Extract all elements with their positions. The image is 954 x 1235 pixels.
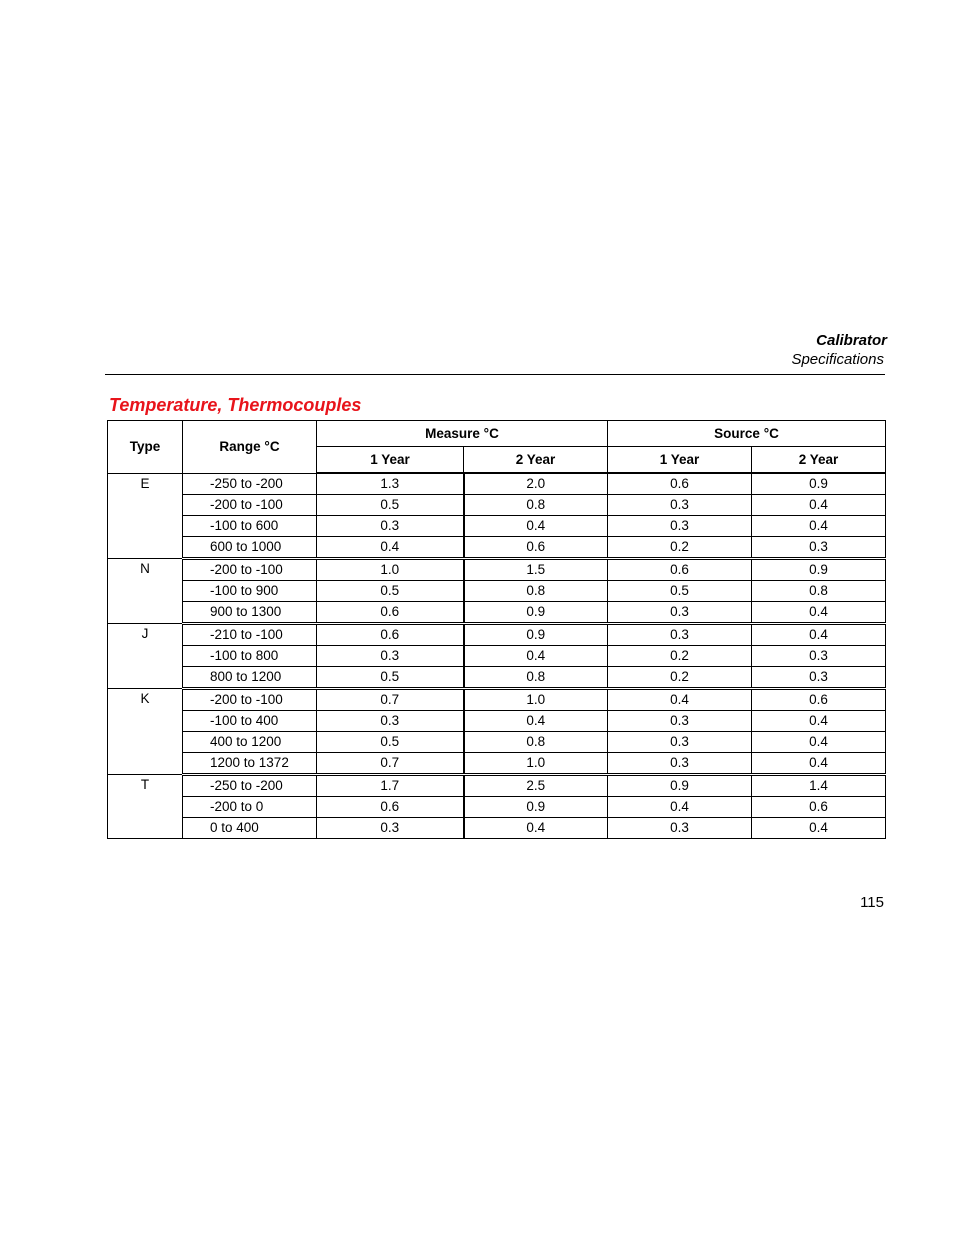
table-header-row <box>108 421 886 447</box>
source-2yr-cell: 0.4 <box>752 711 886 732</box>
measure-2yr-cell: 0.9 <box>464 602 608 624</box>
source-1yr-cell: 0.4 <box>608 797 752 818</box>
measure-1yr-cell: 0.5 <box>317 667 464 689</box>
measure-1yr-cell: 1.7 <box>317 775 464 797</box>
measure-2yr-cell: 0.4 <box>464 516 608 537</box>
source-2yr-cell: 0.8 <box>752 581 886 602</box>
source-1yr-cell: 0.9 <box>608 775 752 797</box>
header-subtitle: Specifications <box>791 351 884 368</box>
measure-2yr-cell: 2.5 <box>464 775 608 797</box>
measure-2yr-cell: 0.8 <box>464 732 608 753</box>
table-row <box>108 818 886 839</box>
measure-2yr-cell: 2.0 <box>464 473 608 495</box>
col-header-type: Type <box>108 421 183 474</box>
source-1yr-cell: 0.2 <box>608 667 752 689</box>
table-row <box>108 775 886 797</box>
thermocouple-type-cell: T <box>108 775 183 839</box>
measure-2yr-cell: 0.4 <box>464 818 608 839</box>
measure-2yr-cell: 0.8 <box>464 495 608 516</box>
source-2yr-cell: 0.3 <box>752 537 886 559</box>
range-cell: -100 to 900 <box>183 581 317 602</box>
source-2yr-cell: 0.3 <box>752 667 886 689</box>
table-row <box>108 602 886 624</box>
table-row <box>108 624 886 646</box>
measure-1yr-cell: 0.3 <box>317 818 464 839</box>
range-cell: 600 to 1000 <box>183 537 317 559</box>
thermocouple-type-cell: J <box>108 624 183 689</box>
table-row <box>108 797 886 818</box>
measure-2yr-cell: 1.0 <box>464 689 608 711</box>
col-header-source-1yr: 1 Year <box>608 447 752 474</box>
source-2yr-cell: 1.4 <box>752 775 886 797</box>
measure-1yr-cell: 0.3 <box>317 516 464 537</box>
source-2yr-cell: 0.4 <box>752 516 886 537</box>
page-number: 115 <box>860 894 884 911</box>
range-cell: -200 to 0 <box>183 797 317 818</box>
source-2yr-cell: 0.4 <box>752 753 886 775</box>
measure-1yr-cell: 0.6 <box>317 624 464 646</box>
measure-2yr-cell: 0.4 <box>464 646 608 667</box>
source-1yr-cell: 0.3 <box>608 516 752 537</box>
source-1yr-cell: 0.6 <box>608 473 752 495</box>
measure-1yr-cell: 0.7 <box>317 689 464 711</box>
source-1yr-cell: 0.6 <box>608 559 752 581</box>
range-cell: -250 to -200 <box>183 775 317 797</box>
measure-1yr-cell: 0.6 <box>317 797 464 818</box>
range-cell: -100 to 800 <box>183 646 317 667</box>
measure-1yr-cell: 1.3 <box>317 473 464 495</box>
measure-1yr-cell: 1.0 <box>317 559 464 581</box>
table-row <box>108 516 886 537</box>
range-cell: 900 to 1300 <box>183 602 317 624</box>
section-title: Temperature, Thermocouples <box>109 395 362 415</box>
table-row <box>108 537 886 559</box>
source-1yr-cell: 0.3 <box>608 624 752 646</box>
col-header-range: Range °C <box>183 421 317 474</box>
range-cell: 1200 to 1372 <box>183 753 317 775</box>
table-body <box>108 473 886 839</box>
measure-1yr-cell: 0.6 <box>317 602 464 624</box>
measure-1yr-cell: 0.5 <box>317 581 464 602</box>
range-cell: -200 to -100 <box>183 689 317 711</box>
range-cell: 400 to 1200 <box>183 732 317 753</box>
source-1yr-cell: 0.2 <box>608 646 752 667</box>
source-1yr-cell: 0.4 <box>608 689 752 711</box>
table-row <box>108 473 886 495</box>
range-cell: -100 to 600 <box>183 516 317 537</box>
table-row <box>108 753 886 775</box>
table-row <box>108 689 886 711</box>
source-2yr-cell: 0.6 <box>752 689 886 711</box>
thermocouple-type-cell: N <box>108 559 183 624</box>
source-2yr-cell: 0.3 <box>752 646 886 667</box>
table-row <box>108 581 886 602</box>
source-1yr-cell: 0.5 <box>608 581 752 602</box>
range-cell: -100 to 400 <box>183 711 317 732</box>
table-row <box>108 495 886 516</box>
source-2yr-cell: 0.9 <box>752 473 886 495</box>
source-1yr-cell: 0.3 <box>608 818 752 839</box>
source-2yr-cell: 0.9 <box>752 559 886 581</box>
measure-1yr-cell: 0.5 <box>317 732 464 753</box>
col-header-measure-2yr: 2 Year <box>464 447 608 474</box>
header-title: Calibrator <box>816 332 887 349</box>
table-row <box>108 646 886 667</box>
range-cell: -210 to -100 <box>183 624 317 646</box>
range-cell: 800 to 1200 <box>183 667 317 689</box>
source-2yr-cell: 0.4 <box>752 818 886 839</box>
source-1yr-cell: 0.3 <box>608 602 752 624</box>
table-row <box>108 667 886 689</box>
source-1yr-cell: 0.3 <box>608 753 752 775</box>
measure-2yr-cell: 0.9 <box>464 624 608 646</box>
thermocouple-type-cell: E <box>108 473 183 559</box>
col-header-source: Source °C <box>608 421 886 447</box>
source-1yr-cell: 0.3 <box>608 711 752 732</box>
range-cell: 0 to 400 <box>183 818 317 839</box>
thermocouple-type-cell: K <box>108 689 183 775</box>
table-row <box>108 711 886 732</box>
range-cell: -200 to -100 <box>183 559 317 581</box>
measure-1yr-cell: 0.4 <box>317 537 464 559</box>
range-cell: -250 to -200 <box>183 473 317 495</box>
measure-2yr-cell: 0.4 <box>464 711 608 732</box>
measure-1yr-cell: 0.3 <box>317 646 464 667</box>
measure-2yr-cell: 0.9 <box>464 797 608 818</box>
source-1yr-cell: 0.2 <box>608 537 752 559</box>
measure-1yr-cell: 0.3 <box>317 711 464 732</box>
measure-2yr-cell: 0.8 <box>464 667 608 689</box>
measure-2yr-cell: 1.0 <box>464 753 608 775</box>
thermocouple-spec-table <box>107 420 886 839</box>
table-row <box>108 559 886 581</box>
measure-1yr-cell: 0.7 <box>317 753 464 775</box>
source-2yr-cell: 0.4 <box>752 624 886 646</box>
measure-2yr-cell: 1.5 <box>464 559 608 581</box>
source-2yr-cell: 0.4 <box>752 732 886 753</box>
measure-2yr-cell: 0.8 <box>464 581 608 602</box>
measure-1yr-cell: 0.5 <box>317 495 464 516</box>
source-2yr-cell: 0.4 <box>752 602 886 624</box>
source-2yr-cell: 0.4 <box>752 495 886 516</box>
source-1yr-cell: 0.3 <box>608 732 752 753</box>
header-divider <box>105 374 885 375</box>
range-cell: -200 to -100 <box>183 495 317 516</box>
table-row <box>108 732 886 753</box>
measure-2yr-cell: 0.6 <box>464 537 608 559</box>
source-2yr-cell: 0.6 <box>752 797 886 818</box>
col-header-measure: Measure °C <box>317 421 608 447</box>
col-header-source-2yr: 2 Year <box>752 447 886 474</box>
col-header-measure-1yr: 1 Year <box>317 447 464 474</box>
source-1yr-cell: 0.3 <box>608 495 752 516</box>
